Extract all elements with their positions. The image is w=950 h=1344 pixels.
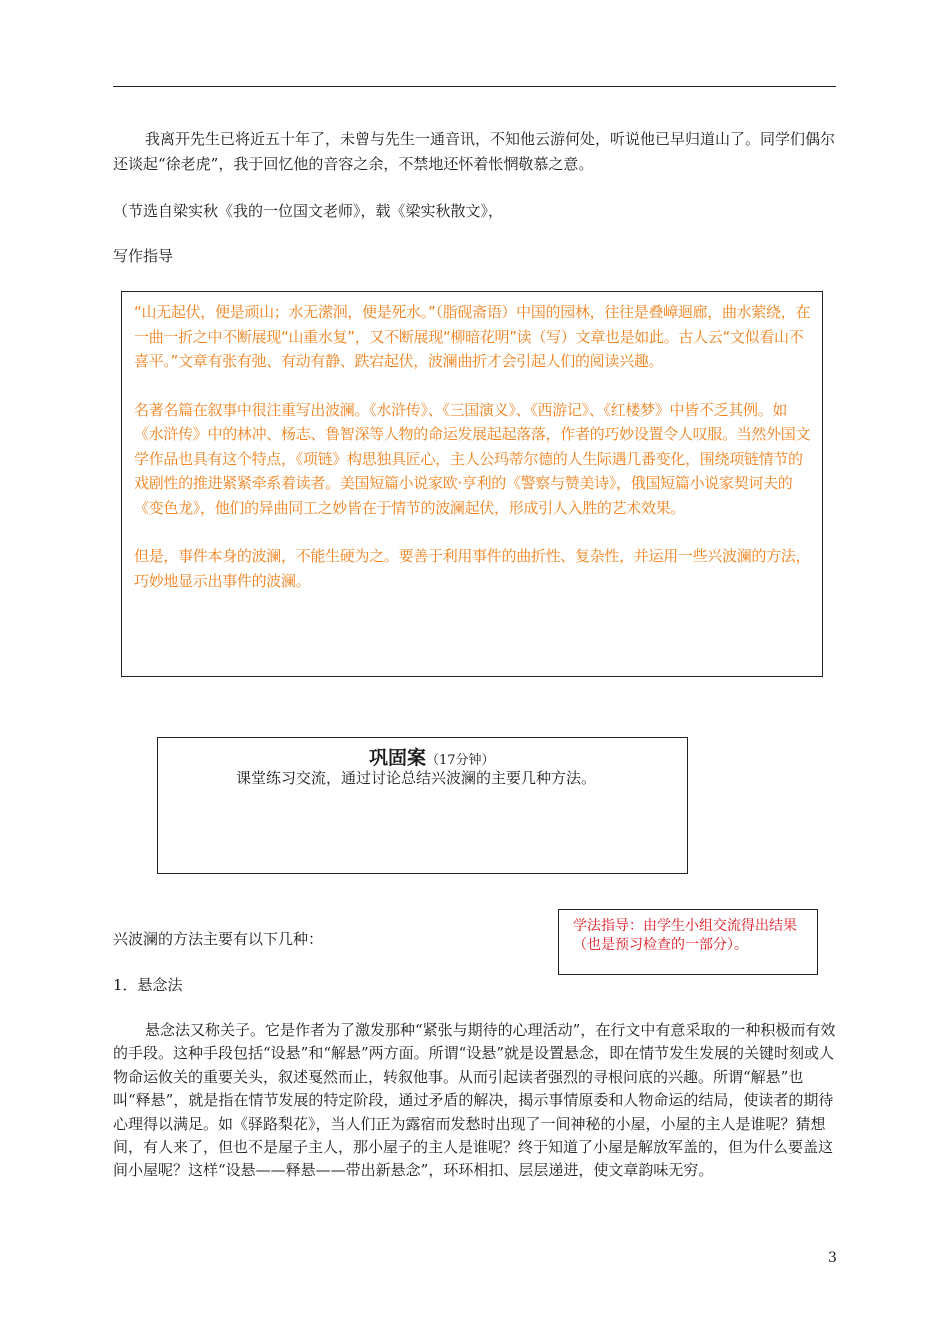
memoir-paragraph: 我离开先生已将近五十年了，未曾与先生一通音讯，不知他云游何处，听说他已早归道山了。同学们偶尔还谈起“徐老虎”，我于回忆他的音容之余，不禁地还怀着怅惘敬慕之意。: [113, 130, 836, 173]
source-note: （节选自梁实秋《我的一位国文老师》，载《梁实秋散文》，: [113, 202, 504, 220]
header-rule: [113, 86, 836, 87]
page-number: 3: [828, 1250, 837, 1266]
guide-paragraph-3: 但是，事件本身的波澜，不能生硬为之。要善于利用事件的曲折性、复杂性，并运用一些兴波澜的方法，巧妙地显示出事件的波澜。: [134, 547, 811, 590]
writing-guide-heading: 写作指导: [113, 247, 174, 265]
method-1-title: 1．悬念法: [113, 976, 183, 994]
guide-paragraph-2: 名著名篇在叙事中很注重写出波澜。《水浒传》、《三国演义》、《西游记》、《红楼梦》中皆不乏其例。如《水浒传》中的林冲、杨志、鲁智深等人物的命运发展起起落落，作者的巧妙设置令人叹服。当然外国文学作品也具有这个特点，《项链》构思独具匠心，主人公玛蒂尔德的人生际遇几番变化，围绕项链情节的戏剧性的推进紧紧牵系着读者。美国短篇小说家欧·亨利的《警察与赞美诗》，俄国短篇小说家契诃夫的《变色龙》，他们的异曲同工之妙皆在于情节的波澜起伏，形成引人入胜的艺术效果。: [134, 400, 811, 517]
consolidation-title: [369, 743, 495, 770]
consolidation-instruction: 课堂练习交流，通过讨论总结兴波澜的主要几种方法。: [236, 769, 597, 787]
guide-paragraph-1: “山无起伏，便是顽山；水无潆洄，便是死水。”（脂砚斋语）中国的园林，往往是叠嶂迴廊，曲水萦绕，在一曲一折之中不断展现“山重水复”，又不断展现“柳暗花明”读（写）文章也是如此。古人云“文似看山不喜平。”文章有张有弛、有动有静、跌宕起伏，波澜曲折才会引起人们的阅读兴趣。: [134, 303, 811, 370]
consolidation-title-text: 巩固案: [369, 747, 427, 769]
study-tip-text: 学法指导：由学生小组交流得出结果（也是预习检查的一部分）。: [573, 918, 797, 953]
consolidation-time: （17分钟）: [426, 753, 495, 768]
writing-guide-box: [121, 291, 823, 677]
consolidation-box: [157, 737, 688, 874]
method-1-body: 悬念法又称关子。它是作者为了激发那种“紧张与期待的心理活动”，在行文中有意采取的一种积极而有效的手段。这种手段包括“设悬”和“解悬”两方面。所谓“设悬”就是设置悬念，即在情节发生发展的关键时刻或人物命运攸关的重要关头，叙述戛然而止，转叙他事。从而引起读者强烈的寻根问底的兴趣。所谓“解悬”也叫“释悬”，就是指在情节发展的特定阶段，通过矛盾的解决，揭示事情原委和人物命运的结局，使读者的期待心理得以满足。如《驿路梨花》，当人们正为露宿而发愁时出现了一间神秘的小屋，小屋的主人是谁呢？猜想间，有人来了，但也不是屋子主人，那小屋子的主人是谁呢？终于知道了小屋是解放军盖的，但为什么要盖这间小屋呢？这样“设悬——释悬——带出新悬念”，环环相扣、层层递进，使文章韵味无穷。: [113, 1021, 836, 1180]
methods-intro: 兴波澜的方法主要有以下几种：: [113, 930, 324, 948]
study-tip-box: [558, 909, 818, 975]
